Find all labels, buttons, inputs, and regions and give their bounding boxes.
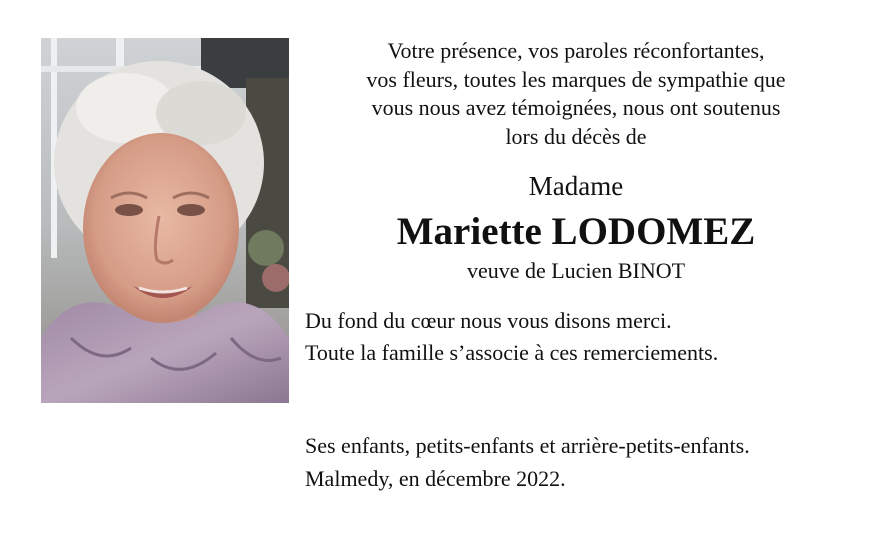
deceased-title: Madame <box>528 171 624 201</box>
deceased-name: Mariette LODOMEZ <box>396 210 756 253</box>
portrait-photo-icon <box>41 38 289 403</box>
signature <box>305 429 750 495</box>
intro-line: vos fleurs, toutes les marques de sympathie que <box>366 66 786 92</box>
thanks-text <box>305 305 718 369</box>
thanks-line: Toute la famille s’associe à ces remerciements. <box>305 340 719 365</box>
intro-line: vous nous avez témoignées, nous ont soutenus <box>371 95 781 120</box>
thanks-line: Du fond du cœur nous vous disons merci. <box>305 308 672 333</box>
portrait-photo <box>41 38 289 403</box>
intro-text <box>318 37 834 151</box>
signature-family: Ses enfants, petits-enfants et arrière-petits-enfants. <box>305 433 750 458</box>
intro-line: lors du décès de <box>505 123 647 149</box>
intro-line: Votre présence, vos paroles réconfortantes, <box>387 38 765 63</box>
deceased-spouse: veuve de Lucien BINOT <box>466 258 686 283</box>
signature-place-date: Malmedy, en décembre 2022. <box>305 466 566 491</box>
